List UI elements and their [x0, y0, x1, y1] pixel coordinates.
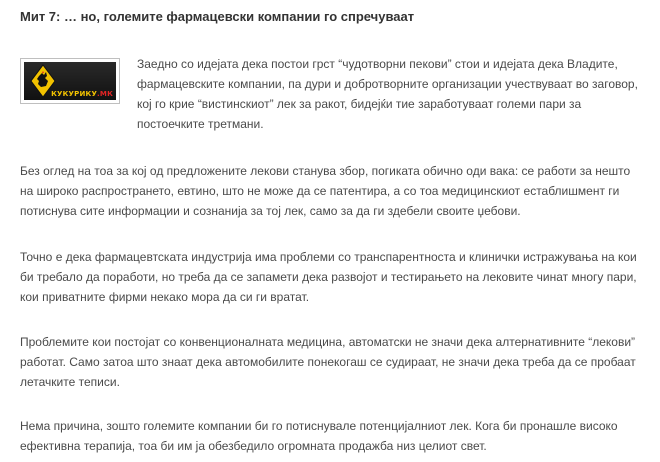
- paragraph: Заедно со идејата дека постои грст “чудотворни пекови” стои и идејата дека Владите, фармацевските компании, па дури и добротворните организации учествуваат во заговор, кој го крие “вистинскиот” лек за ракот, бидејќи тие заработуваат големи пари за постоечките третмани.: [137, 57, 638, 131]
- paragraph: Точно е дека фармацевтската индустрија има проблеми со транспарентноста и клинички истражувања на кои би требало да поработи, но треба да се запамети дека развојот и тестирањето на лековите чинат многу пари, кои приватните фирми некако мора да си ги вратат.: [20, 250, 637, 304]
- paragraph-block: [20, 247, 644, 307]
- logo-text: [51, 90, 113, 98]
- article-heading: Мит 7: … но, големите фармацевски компании го спречуваат: [20, 9, 415, 24]
- paragraph: Без оглед на тоа за кој од предложените лекови станува збор, погиката обично оди вака: се работи за нешто на широко распространето, евтино, што не може да се патентира, а со тоа медицинскиот естаблишмент ги потиснува сите информации и сознанија за тој лек, само за да ги здебели своите џебови.: [20, 164, 631, 218]
- paragraph: Проблемите кои постојат со конвенционалната медицина, автоматски не значи дека алтернативните “лекови” работат. Само затоа што знаат дека автомобилите понекогаш се судираат, не значи дека треба да се пробаат летачките теписи.: [20, 335, 636, 389]
- logo-frame: [20, 58, 120, 104]
- kukuriku-logo: [24, 62, 116, 100]
- paragraph: Нема причина, зошто големите компании би го потиснувале потенцијалниот лек. Кога би пронашле високо ефективна терапија, тоа би им ја обезбедило огромната продажба низ целиот свет.: [20, 419, 618, 453]
- logo-suffix: .МК: [97, 90, 113, 98]
- paragraph-block: [20, 161, 644, 221]
- paragraph-block: [20, 416, 644, 456]
- logo-name: КУКУРИКУ: [51, 90, 98, 98]
- paragraph-block: [20, 332, 644, 392]
- intro-text: [137, 54, 643, 134]
